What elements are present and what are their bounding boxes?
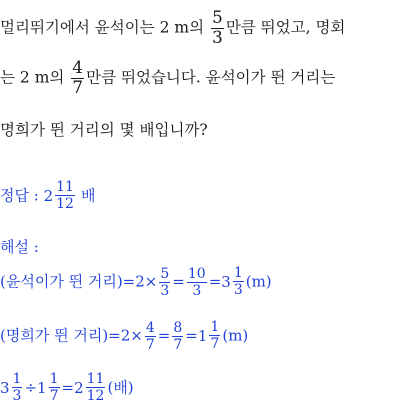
fraction: $\frac{4}{7}$	[72, 58, 84, 98]
problem-text: 만큼 뛰었습니다. 윤석이가 뛴 거리는	[86, 68, 336, 87]
mixed-number: 1 $\frac{1}{7}$	[37, 371, 59, 404]
fraction: $\frac{5}{3}$	[211, 8, 223, 48]
explanation-line-1: (윤석이가 뛴 거리)=2× $\frac{5}{3}$ = $\frac{10}{3}$ = 3 $\frac{1}{3}$ (m)	[0, 265, 272, 299]
mixed-number: 2 $\frac{11}{12}$	[43, 179, 74, 212]
problem-line-2	[0, 60, 335, 97]
problem-text: 멀리뛰기에서 윤석이는 2 m의	[0, 18, 209, 37]
explanation-line-3: 3 $\frac{1}{3}$ ÷ 1 $\frac{1}{7}$ = 2 $\frac{11}{12}$ (배)	[0, 371, 134, 404]
fraction: $\frac{10}{3}$	[187, 266, 206, 299]
fraction: $\frac{1}{7}$	[49, 371, 59, 404]
mixed-number: 3 $\frac{1}{3}$	[0, 371, 22, 404]
problem-text: 만큼 뛰었고, 명회	[225, 18, 346, 37]
fraction: $\frac{5}{3}$	[160, 266, 170, 299]
answer-line	[0, 180, 95, 211]
problem-line-1	[0, 10, 345, 47]
fraction: $\frac{4}{7}$	[145, 320, 155, 353]
fraction: $\frac{11}{12}$	[56, 179, 74, 212]
mixed-number: 1 $\frac{1}{7}$	[197, 319, 220, 352]
fraction: $\frac{1}{7}$	[210, 319, 220, 352]
explanation-line-2: (명희가 뛴 거리)=2× $\frac{4}{7}$ = $\frac{8}{7}$ = 1 $\frac{1}{7}$ (m)	[0, 319, 249, 353]
mixed-number: 2 $\frac{11}{12}$	[74, 371, 105, 404]
mixed-number: 3 $\frac{1}{3}$	[221, 265, 243, 298]
fraction: $\frac{8}{7}$	[173, 320, 183, 353]
fraction: $\frac{1}{3}$	[233, 265, 243, 298]
problem-line-3	[0, 118, 208, 140]
fraction: $\frac{1}{3}$	[12, 371, 22, 404]
answer-label: 정답 :	[0, 186, 44, 205]
explanation-label: 해설 :	[0, 238, 39, 256]
fraction: $\frac{11}{12}$	[86, 371, 105, 404]
answer-unit: 배	[80, 186, 96, 205]
problem-text: 는 2 m의	[0, 68, 70, 87]
problem-text: 명희가 뛴 거리의 몇 배입니까?	[0, 121, 208, 139]
